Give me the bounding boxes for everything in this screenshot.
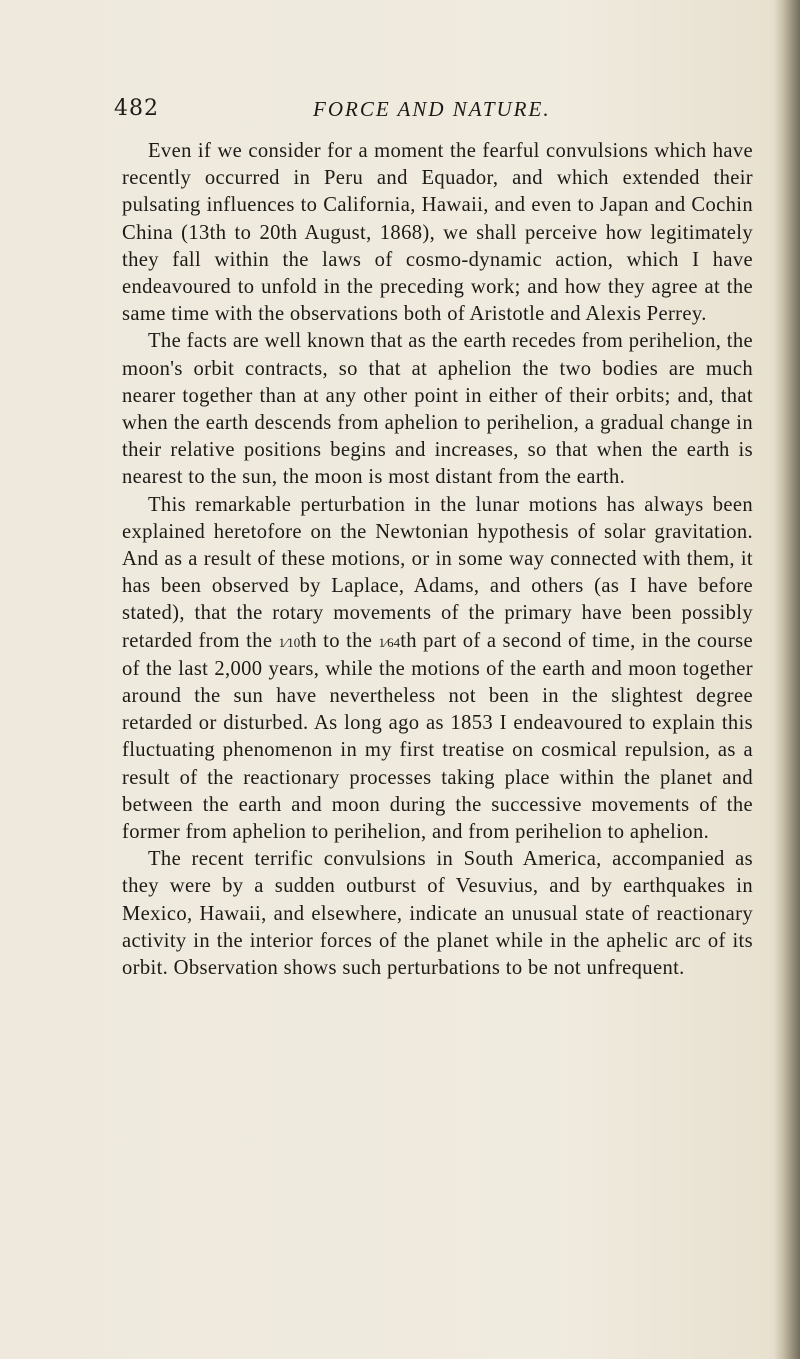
paragraph-3-text-a: This remarkable perturbation in the lunar motions has always been explained heretofore on the Newtonian hypothesis of solar gravitation. And as a result of these motions, or in some way connected with them, it has been observed by Laplace, Adams, and others (as I have before stated), that the rotary movements of the primary have been possibly retarded from the — [122, 493, 753, 652]
fraction-one-tenth: 1⁄10 — [278, 634, 301, 650]
page-edge-shadow — [774, 0, 800, 1359]
paragraph-3 — [122, 492, 753, 847]
body-text — [122, 138, 753, 982]
running-head — [114, 96, 754, 126]
paragraph-3-text-c: th part of a second of time, in the course of the last 2,000 years, while the motions of the earth and moon together around the sun have nevertheless not been in the slightest degree retarded or disturbed. As long ago as 1853 I endeavoured to explain this fluctuating phenomenon in my first treatise on cosmical repulsion, as a result of the reactionary processes taking place within the planet and between the earth and moon during the successive movements of the former from aphelion to perihelion, and from perihelion to aphelion. — [122, 629, 754, 844]
paragraph-1: Even if we consider for a moment the fearful convulsions which have recently occurred in Peru and Equador, and which extended their pulsating influences to California, Hawaii, and even to Japan and Cochin China (13th to 20th August, 1868), we shall perceive how legitimately they fall within the laws of cosmo-dynamic action, which I have endeavoured to unfold in the preceding work; and how they agree at the same time with the observations both of Aristotle and Alexis Perrey. — [122, 140, 753, 326]
fraction-one-sixty-fourth: 1⁄64 — [378, 634, 401, 650]
running-title: FORCE AND NATURE. — [313, 97, 551, 121]
page-number: 482 — [114, 96, 159, 121]
paragraph-2: The facts are well known that as the earth recedes from perihelion, the moon's orbit contracts, so that at aphelion the two bodies are much nearer together than at any other point in either of their orbits; and, that when the earth descends from aphelion to perihelion, a gradual change in their relative positions begins and increases, so that when the earth is nearest to the sun, the moon is most distant from the earth. — [122, 330, 753, 489]
paragraph-3-text-b: th to the — [300, 629, 379, 652]
paragraph-4: The recent terrific convulsions in South America, accompanied as they were by a sudden outburst of Vesuvius, and by earthquakes in Mexico, Hawaii, and elsewhere, indicate an unusual state of reactionary activity in the interior forces of the planet while in the aphelic arc of its orbit. Observation shows such perturbations to be not unfrequent. — [122, 848, 753, 980]
